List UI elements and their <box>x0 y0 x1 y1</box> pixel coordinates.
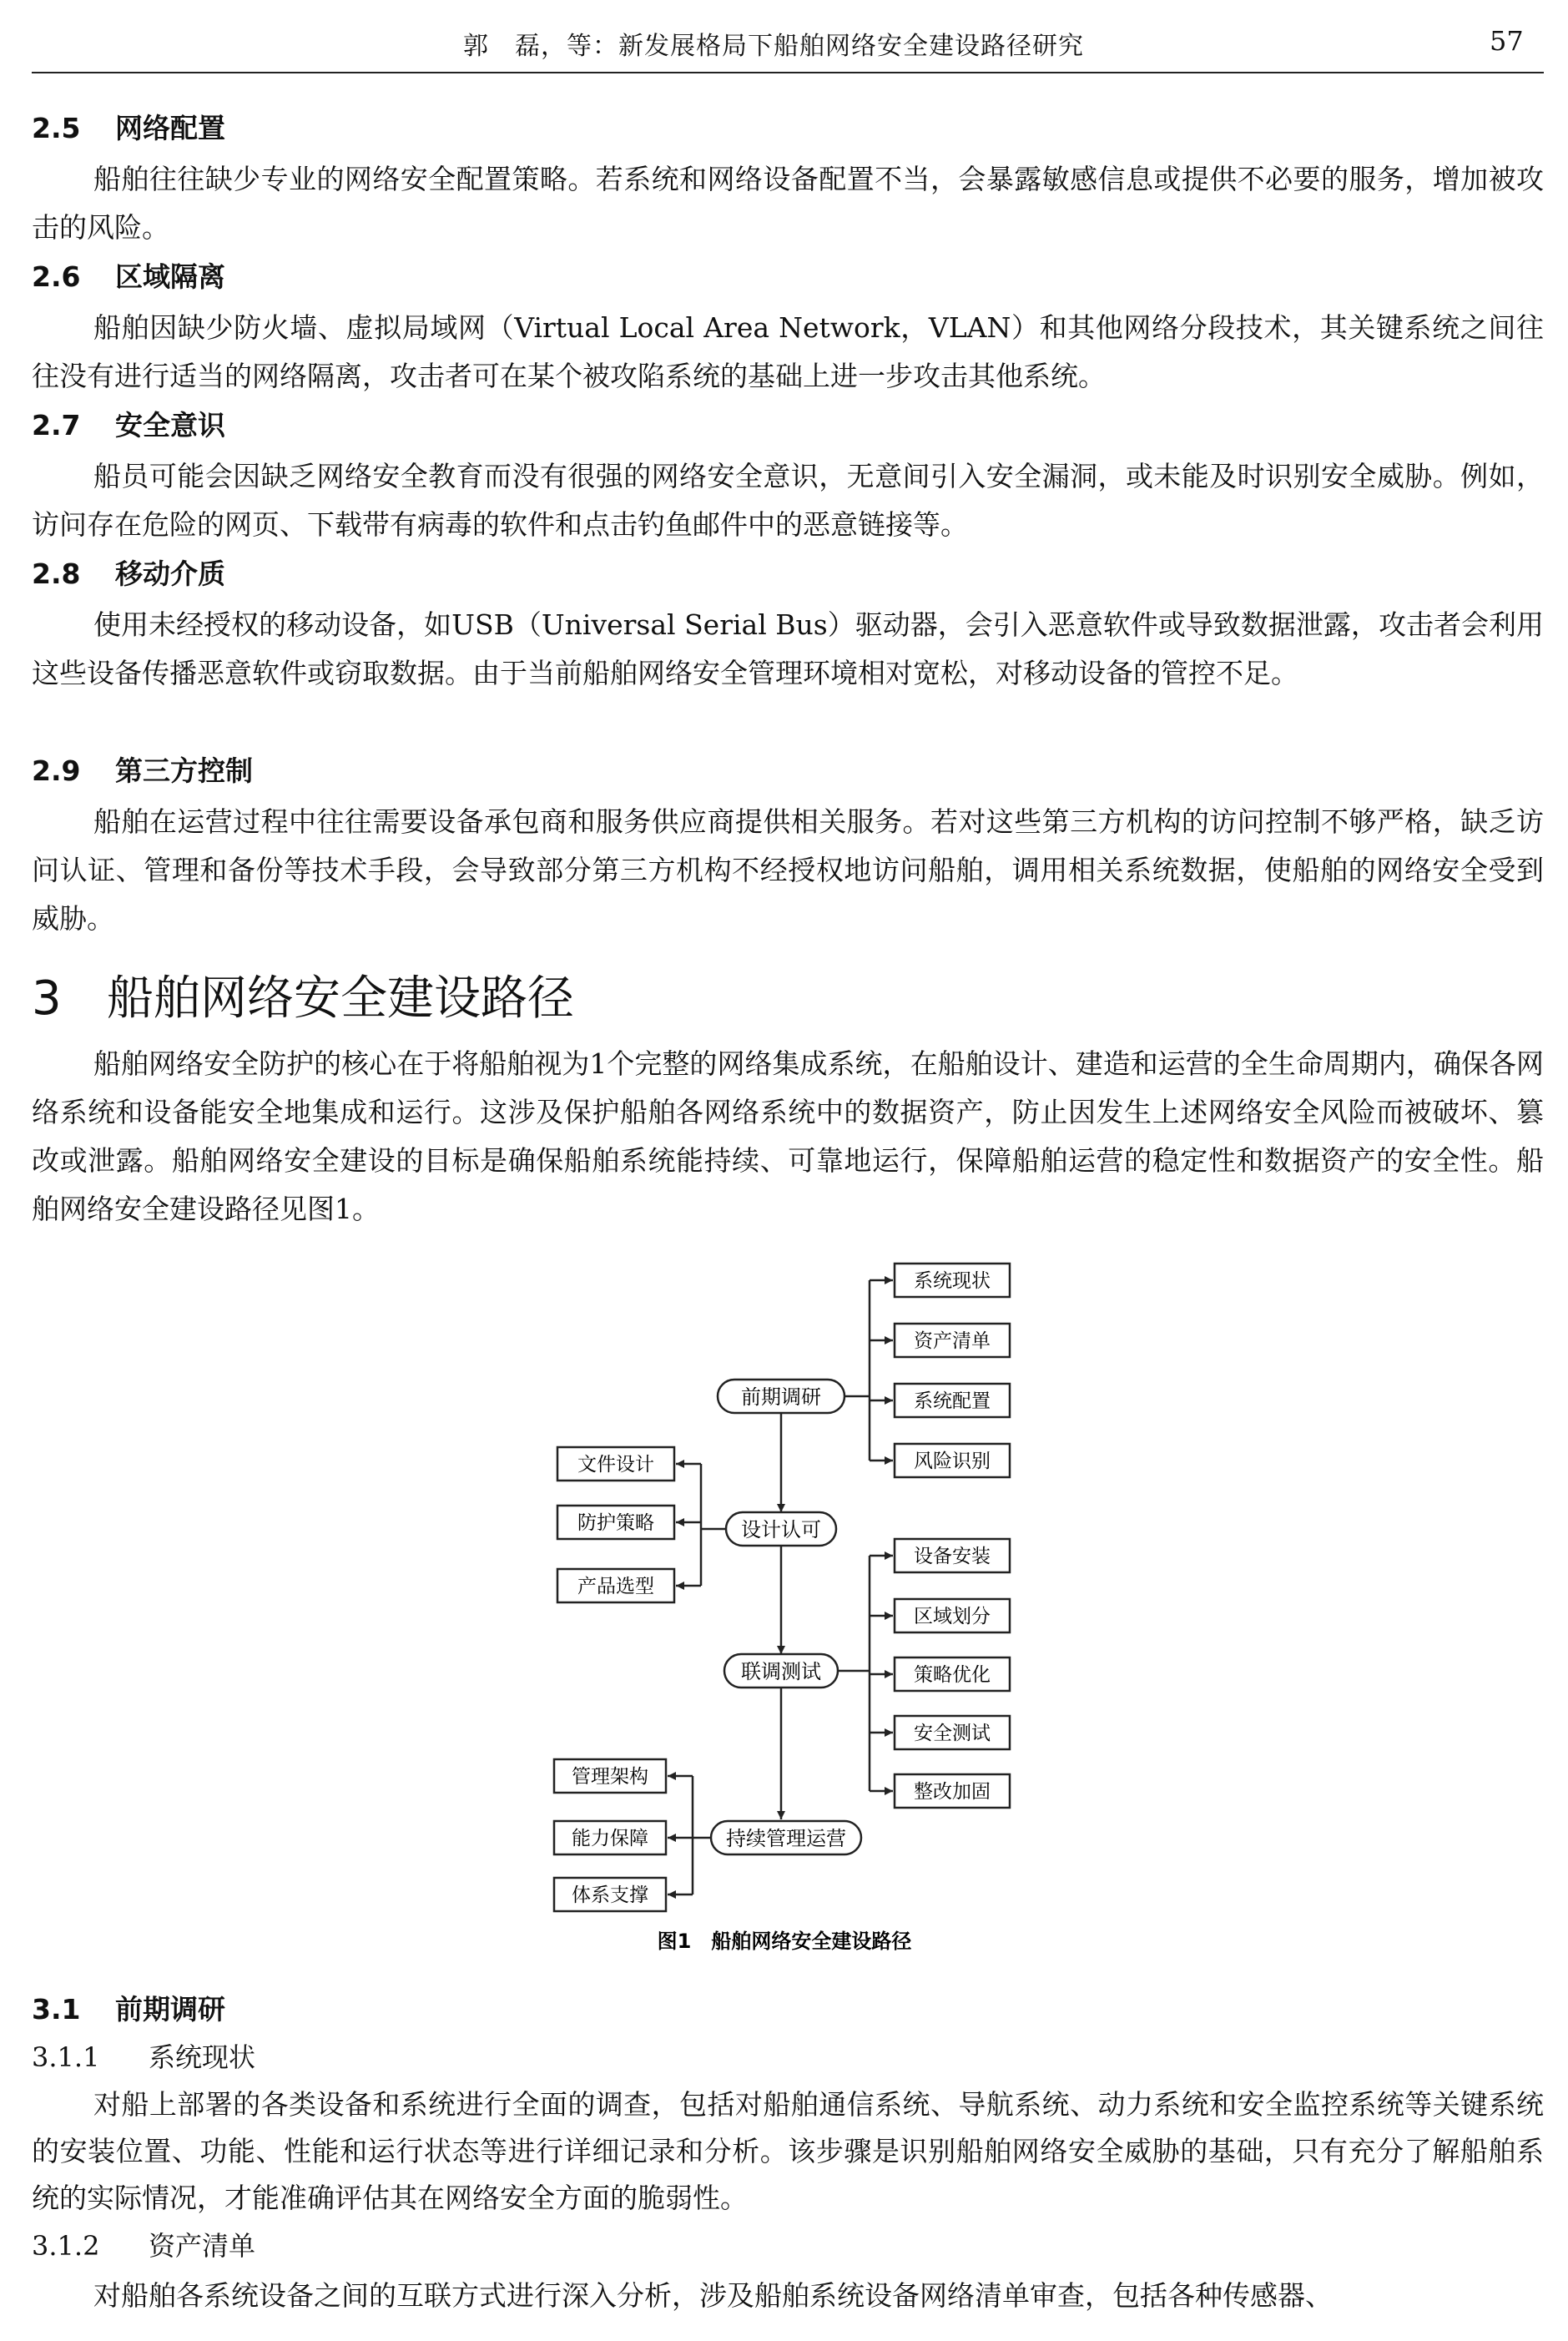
section-heading-2-6 <box>32 255 1544 295</box>
design-item: 文件设计 <box>577 1454 654 1476</box>
section-number: 2.6 <box>32 260 81 293</box>
paragraph: 船舶往往缺少专业的网络安全配置策略。若系统和网络设备配置不当，会暴露敏感信息或提供不必要的服务，增加被攻击的风险。 <box>32 163 1544 244</box>
section-number: 2.9 <box>32 754 81 787</box>
section-number: 2.8 <box>32 558 81 590</box>
operation-item: 体系支撑 <box>572 1884 648 1906</box>
design-item: 产品选型 <box>577 1576 654 1597</box>
testing-item: 区域划分 <box>914 1606 991 1627</box>
paragraph: 船舶在运营过程中往往需要设备承包商和服务供应商提供相关服务。若对这些第三方机构的访问控制不够严格，缺乏访问认证、管理和备份等技术手段，会导致部分第三方机构不经授权地访问船舶，调用相关系统数据，使船舶的网络安全受到威胁。 <box>32 805 1544 935</box>
design-item: 防护策略 <box>577 1512 654 1534</box>
stage-research <box>718 1380 845 1413</box>
testing-item: 设备安装 <box>914 1546 991 1567</box>
running-title: 郭 磊，等：新发展格局下船舶网络安全建设路径研究 <box>463 32 1084 61</box>
research-item: 系统现状 <box>914 1270 991 1292</box>
section-title: 第三方控制 <box>115 754 253 787</box>
stage-design-label: 设计认可 <box>741 1518 821 1541</box>
research-item: 风险识别 <box>914 1451 991 1472</box>
section-number: 2.7 <box>32 409 81 441</box>
paragraph: 对船上部署的各类设备和系统进行全面的调查，包括对船舶通信系统、导航系统、动力系统和安全监控系统等关键系统的安装位置、功能、性能和运行状态等进行详细记录和分析。该步骤是识别船舶网络安全威胁的基础，只有充分了解船舶系统的实际情况，才能准确评估其在网络安全方面的脆弱性。 <box>32 2088 1544 2214</box>
section-heading-2-8 <box>32 552 1544 592</box>
section-title: 网络配置 <box>115 112 225 144</box>
paragraph: 船舶因缺少防火墙、虚拟局域网（Virtual Local Area Network，VLAN）和其他网络分段技术，其关键系统之间往往没有进行适当的网络隔离，攻击者可在某个被攻陷系统的基础上进一步攻击其他系统。 <box>32 311 1544 392</box>
section-body-2-6 <box>32 304 1544 401</box>
section-title: 移动介质 <box>115 558 225 590</box>
section-body-2-5 <box>32 155 1544 252</box>
section-title: 资产清单 <box>149 2230 256 2262</box>
paragraph: 对船舶各系统设备之间的互联方式进行深入分析，涉及船舶系统设备网络清单审查，包括各种传感器、 <box>93 2279 1333 2312</box>
research-item: 资产清单 <box>914 1330 991 1352</box>
section-heading-2-5 <box>32 107 1544 146</box>
section-body-2-8 <box>32 601 1544 698</box>
paragraph: 船舶网络安全防护的核心在于将船舶视为1个完整的网络集成系统，在船舶设计、建造和运营的全生命周期内，确保各网络系统和设备能安全地集成和运行。这涉及保护船舶各网络系统中的数据资产，防止因发生上述网络安全风险而被破坏、篡改或泄露。船舶网络安全建设的目标是确保船舶系统能持续、可靠地运行，保障船舶运营的稳定性和数据资产的安全性。船舶网络安全建设路径见图1。 <box>32 1047 1544 1225</box>
testing-item: 安全测试 <box>914 1723 991 1744</box>
section-body-2-9 <box>32 798 1544 943</box>
page-number: 57 <box>1490 25 1524 57</box>
section-title: 安全意识 <box>115 409 225 441</box>
header-rule <box>32 72 1544 73</box>
operation-item: 能力保障 <box>572 1828 648 1849</box>
section-heading-3-1-1 <box>32 2036 1544 2075</box>
paragraph: 使用未经授权的移动设备，如USB（Universal Serial Bus）驱动器，会引入恶意软件或导致数据泄露，攻击者会利用这些设备传播恶意软件或窃取数据。由于当前船舶网络安全管理环境相对宽松，对移动设备的管控不足。 <box>32 608 1544 689</box>
stage-research-label: 前期调研 <box>741 1385 821 1409</box>
figure-caption: 图1 船舶网络安全建设路径 <box>657 1930 912 1953</box>
operation-item: 管理架构 <box>572 1766 648 1788</box>
testing-items <box>895 1539 1010 1808</box>
testing-item: 策略优化 <box>914 1664 991 1686</box>
stage-operation-label: 持续管理运营 <box>726 1827 846 1850</box>
section-body-3-1-1 <box>32 2081 1544 2222</box>
research-items <box>895 1264 1010 1477</box>
stage-testing-label: 联调测试 <box>741 1660 821 1683</box>
section-heading-2-7 <box>32 404 1544 443</box>
section-heading-3 <box>32 961 1544 1028</box>
design-items <box>557 1447 674 1602</box>
section-title: 系统现状 <box>149 2041 256 2073</box>
section-number: 3.1.1 <box>32 2041 100 2073</box>
section-body-3 <box>32 1040 1544 1234</box>
running-header <box>0 0 1568 83</box>
stage-testing <box>724 1654 838 1688</box>
paragraph: 船员可能会因缺乏网络安全教育而没有很强的网络安全意识，无意间引入安全漏洞，或未能及时识别安全威胁。例如，访问存在危险的网页、下载带有病毒的软件和点击钓鱼邮件中的恶意链接等。 <box>32 460 1544 541</box>
figure-1-diagram <box>0 1244 1568 1961</box>
testing-item: 整改加固 <box>914 1781 991 1803</box>
section-title: 船舶网络安全建设路径 <box>107 971 574 1026</box>
section-title: 区域隔离 <box>115 260 225 293</box>
section-heading-2-9 <box>32 749 1544 789</box>
section-number: 3 <box>32 971 62 1026</box>
section-number: 3.1.2 <box>32 2230 100 2262</box>
research-item: 系统配置 <box>914 1390 991 1412</box>
section-number: 2.5 <box>32 112 81 144</box>
section-heading-3-1-2 <box>32 2225 1544 2263</box>
section-title: 前期调研 <box>115 1993 225 2026</box>
operation-items <box>554 1759 666 1911</box>
stage-design <box>726 1512 836 1546</box>
section-body-2-7 <box>32 452 1544 549</box>
stage-operation <box>711 1821 861 1854</box>
section-body-3-1-2 <box>32 2272 1544 2320</box>
section-number: 3.1 <box>32 1993 81 2026</box>
section-heading-3-1 <box>32 1988 1544 2027</box>
